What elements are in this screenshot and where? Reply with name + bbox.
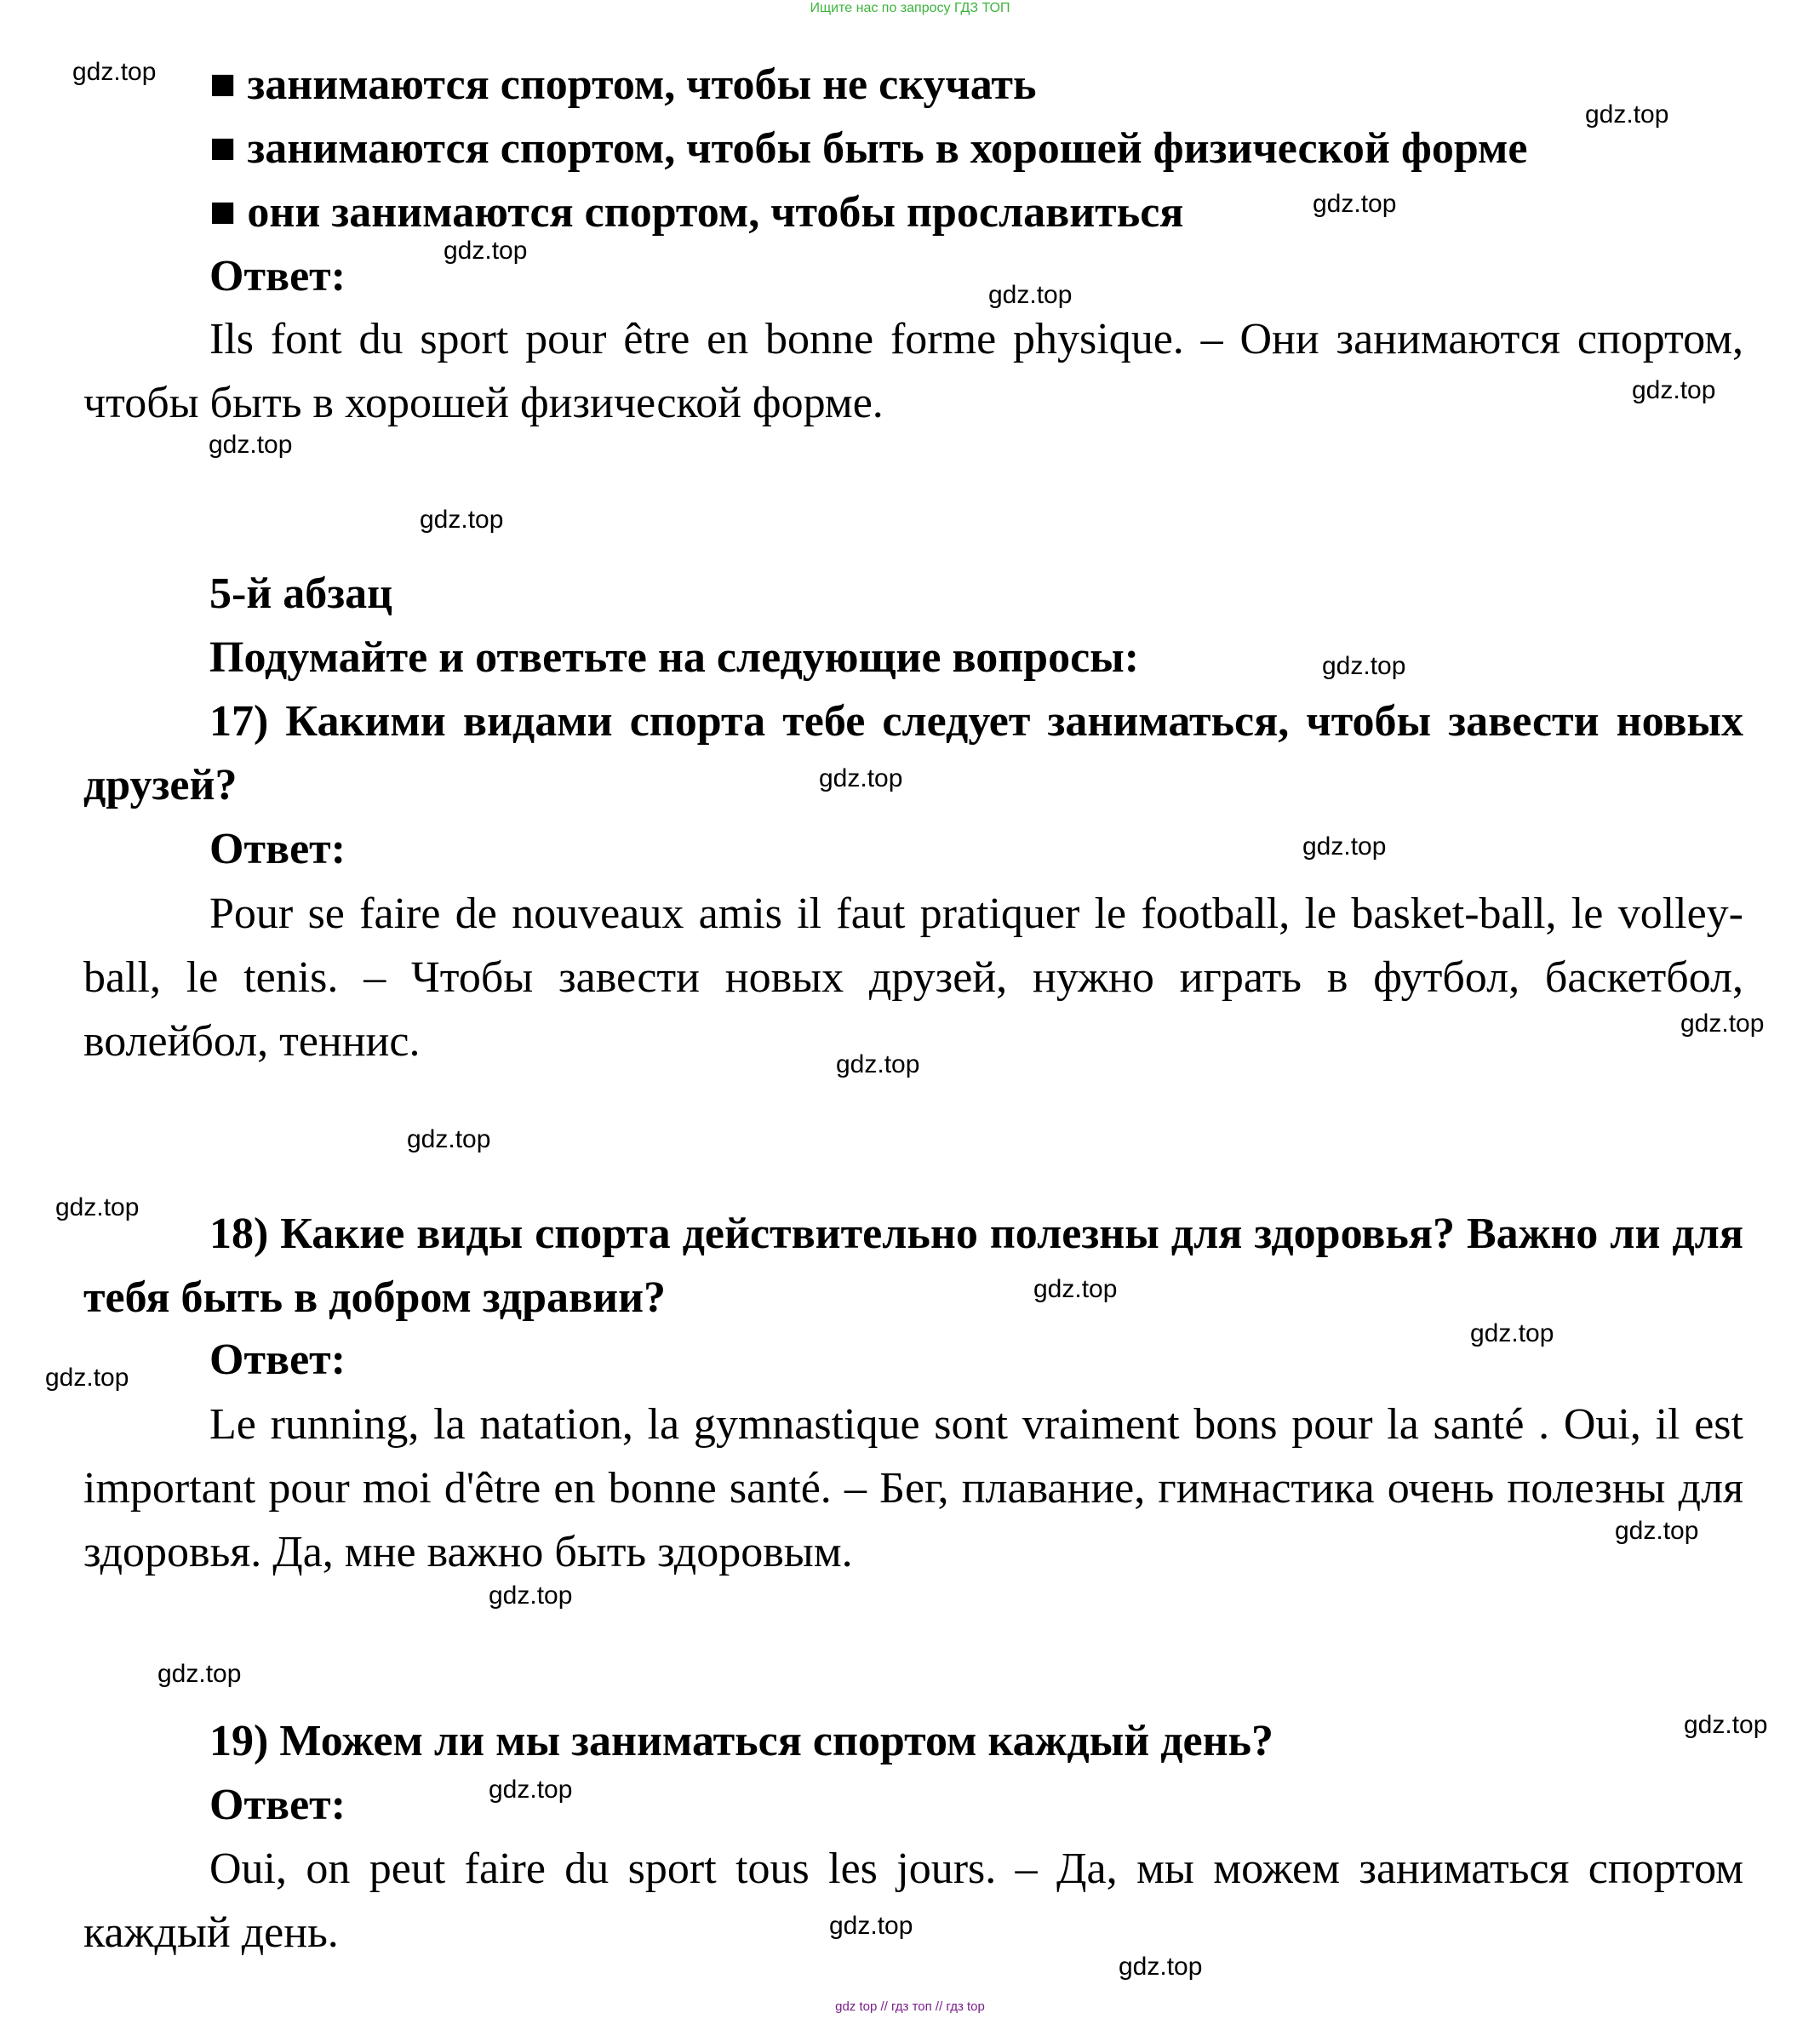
- watermark: gdz.top: [1322, 652, 1406, 680]
- watermark: gdz.top: [1119, 1953, 1203, 1981]
- bullet-item: ■ занимаются спортом, чтобы быть в хорошей физической форме: [209, 124, 1528, 173]
- answer-label: Ответ:: [209, 1781, 346, 1829]
- answer-19: Oui, on peut faire du sport tous les jours. – Да, мы можем заниматься спортом каждый день.: [83, 1845, 1743, 1957]
- watermark: gdz.top: [1033, 1275, 1118, 1303]
- watermark: gdz.top: [1680, 1010, 1765, 1038]
- answer-18: Le running, la natation, la gymnastique sont vraiment bons pour la santé . Oui, il est important pour moi d'être en bonne santé. – Бег, плавание, гимнастика очень полезны для здоровья. Да, мне важно быть здоровым.: [83, 1400, 1743, 1576]
- watermark: gdz.top: [819, 764, 903, 792]
- watermark: gdz.top: [420, 506, 504, 534]
- watermark: gdz.top: [55, 1193, 140, 1221]
- watermark: gdz.top: [72, 58, 157, 86]
- watermark: gdz.top: [407, 1125, 491, 1153]
- bullet-item: ■ занимаются спортом, чтобы не скучать: [209, 60, 1037, 109]
- question-19: 19) Можем ли мы заниматься спортом каждый день?: [209, 1717, 1274, 1765]
- watermark: gdz.top: [444, 237, 528, 265]
- watermark: gdz.top: [45, 1364, 129, 1392]
- watermark: gdz.top: [988, 281, 1073, 309]
- watermark: gdz.top: [209, 431, 293, 459]
- watermark: gdz.top: [1470, 1319, 1554, 1347]
- watermark: gdz.top: [1313, 190, 1397, 218]
- watermark: gdz.top: [836, 1050, 920, 1078]
- section-instruction: Подумайте и ответьте на следующие вопросы:: [209, 633, 1140, 682]
- watermark: gdz.top: [829, 1912, 913, 1940]
- answer-label: Ответ:: [209, 825, 346, 873]
- answer-text: Ils font du sport pour être en bonne forme physique. – Они занимаются спортом, чтобы быть в хорошей физической форме.: [83, 315, 1743, 427]
- answer-label: Ответ:: [209, 252, 346, 300]
- section-title: 5-й абзац: [209, 569, 393, 618]
- question-18: 18) Какие виды спорта действительно полезны для здоровья? Важно ли для тебя быть в добром здравии?: [83, 1210, 1743, 1322]
- watermark: gdz.top: [489, 1776, 573, 1804]
- answer-17: Pour se faire de nouveaux amis il faut pratiquer le football, le basket-ball, le volley-ball, le tenis. – Чтобы завести новых друзей, нужно играть в футбол, баскетбол, волейбол, теннис.: [83, 889, 1743, 1066]
- bullet-item: ■ они занимаются спортом, чтобы прославиться: [209, 188, 1184, 237]
- footer-note: gdz top // гдз топ // гдз top: [835, 1999, 985, 2014]
- watermark: gdz.top: [1684, 1711, 1768, 1739]
- watermark: gdz.top: [1615, 1517, 1699, 1545]
- answer-label: Ответ:: [209, 1336, 346, 1384]
- header-note: Ищите нас по запросу ГДЗ ТОП: [810, 1, 1010, 15]
- watermark: gdz.top: [1632, 376, 1716, 404]
- question-17: 17) Какими видами спорта тебе следует заниматься, чтобы завести новых друзей?: [83, 697, 1743, 809]
- watermark: gdz.top: [157, 1660, 242, 1688]
- watermark: gdz.top: [1585, 100, 1669, 129]
- watermark: gdz.top: [489, 1581, 573, 1610]
- watermark: gdz.top: [1302, 832, 1387, 861]
